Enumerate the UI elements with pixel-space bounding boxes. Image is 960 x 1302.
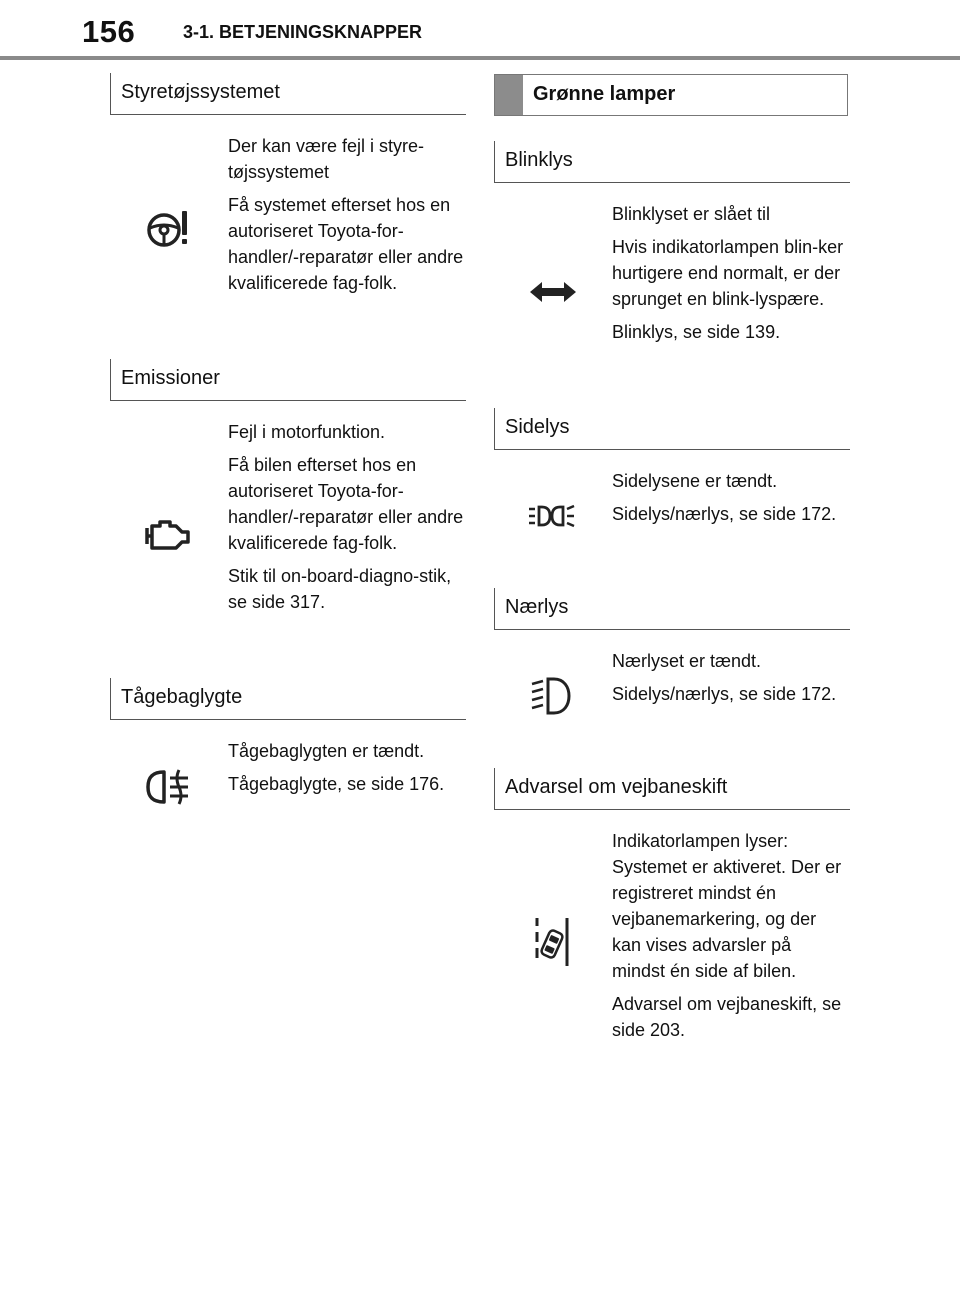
group-title-text: Grønne lamper bbox=[533, 83, 676, 105]
description-line: Sidelys/nærlys, se side 172. bbox=[612, 684, 837, 704]
description-line: Sidelys/nærlys, se side 172. bbox=[612, 504, 837, 524]
side-light-icon bbox=[528, 503, 576, 529]
description-line: Advarsel om vejbaneskift, se side 203. bbox=[612, 994, 842, 1040]
turn-signal-description bbox=[612, 201, 848, 352]
section-title-text: Emissioner bbox=[121, 367, 220, 389]
section-title-turn-signal bbox=[494, 141, 850, 183]
section-title-side-lights bbox=[494, 408, 850, 450]
description-line: Få systemet efterset hos en autoriseret Toyota-for-handler/-reparatør eller andre kvalificerede fag-folk. bbox=[228, 195, 464, 293]
rear-fog-light-icon bbox=[144, 768, 192, 806]
section-title-emissions bbox=[110, 359, 466, 401]
section-title-text: Tågebaglygte bbox=[121, 686, 243, 708]
section-title-text: Styretøjssystemet bbox=[121, 81, 280, 103]
description-line: Fejl i motorfunktion. bbox=[228, 422, 386, 442]
steering-warning-icon bbox=[146, 208, 190, 250]
rear-fog-description bbox=[228, 738, 464, 804]
description-line: Hvis indikatorlampen blin-ker hurtigere end normalt, er der sprunget en blink-lyspære. bbox=[612, 237, 844, 309]
section-title-text: Advarsel om vejbaneskift bbox=[505, 776, 728, 798]
header-rule bbox=[0, 56, 960, 60]
group-title-bar bbox=[495, 75, 523, 115]
section-title-text: Sidelys bbox=[505, 416, 570, 438]
description-line: Der kan være fejl i styre-tøjssystemet bbox=[228, 136, 425, 182]
low-beam-description bbox=[612, 648, 848, 714]
section-title-low-beam bbox=[494, 588, 850, 630]
emissions-description bbox=[228, 419, 464, 622]
page-number: 156 bbox=[82, 14, 136, 49]
section-title-text: Nærlys bbox=[505, 596, 569, 618]
section-title-text: Blinklys bbox=[505, 149, 573, 171]
description-line: Blinklyset er slået til bbox=[612, 204, 771, 224]
low-beam-icon bbox=[530, 676, 572, 718]
group-title-green-lamps bbox=[494, 74, 848, 116]
description-line: Tågebaglygten er tændt. bbox=[228, 741, 425, 761]
section-title-steering bbox=[110, 73, 466, 115]
description-line: Få bilen efterset hos en autoriseret Toyota-for-handler/-reparatør eller andre kvalificerede fag-folk. bbox=[228, 455, 464, 553]
section-title-rear-fog bbox=[110, 678, 466, 720]
engine-check-icon bbox=[144, 518, 192, 552]
description-line: Sidelysene er tændt. bbox=[612, 471, 778, 491]
steering-description bbox=[228, 133, 464, 303]
section-title-lane-departure bbox=[494, 768, 850, 810]
description-line: Nærlyset er tændt. bbox=[612, 651, 762, 671]
lane-departure-description bbox=[612, 828, 848, 1050]
description-line: Tågebaglygte, se side 176. bbox=[228, 774, 445, 794]
side-lights-description bbox=[612, 468, 848, 534]
chapter-title: 3-1. BETJENINGSKNAPPER bbox=[183, 22, 423, 42]
turn-signal-icon bbox=[528, 280, 578, 304]
page-header bbox=[0, 0, 960, 62]
description-line: Indikatorlampen lyser: Systemet er aktiveret. Der er registreret mindst én vejbanemarkering, og der kan vises advarsler på mindst én side af bilen. bbox=[612, 831, 842, 981]
description-line: Blinklys, se side 139. bbox=[612, 322, 781, 342]
description-line: Stik til on-board-diagno-stik, se side 317. bbox=[228, 566, 452, 612]
lane-departure-icon bbox=[534, 916, 570, 968]
